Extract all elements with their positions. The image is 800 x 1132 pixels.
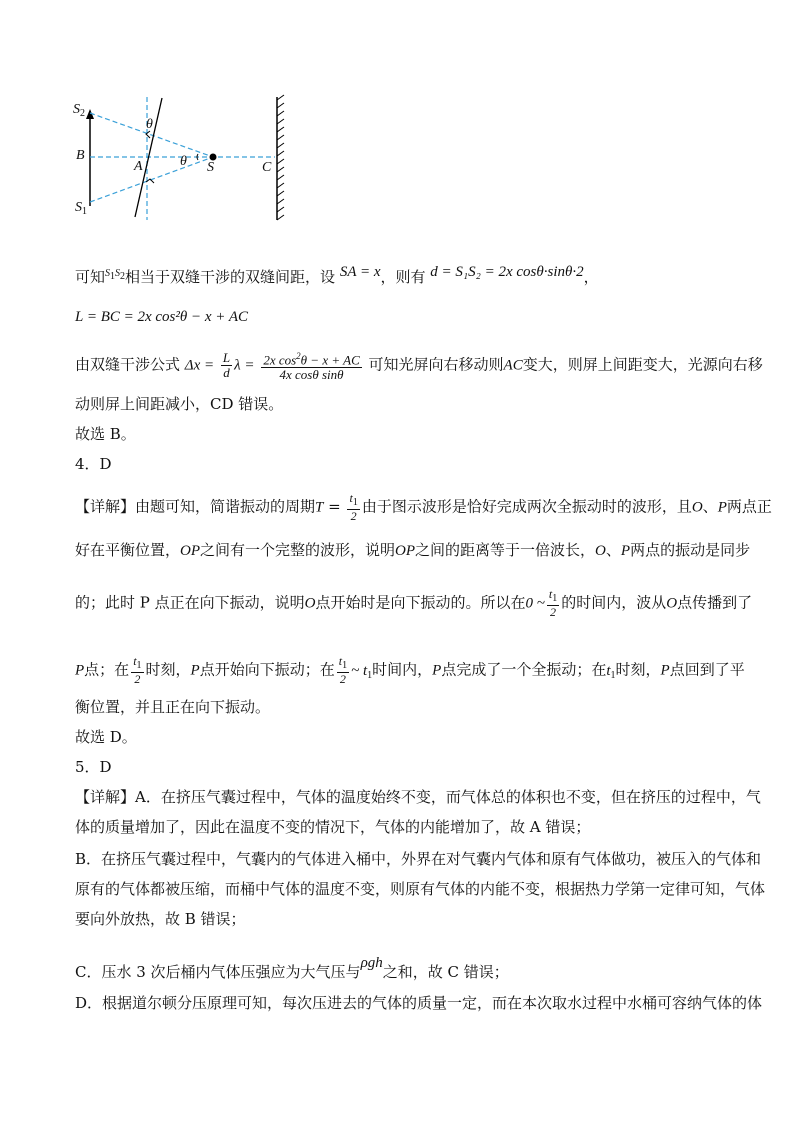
q5-line-b: 体的质量增加了，因此在温度不变的情况下，气体的内能增加了，故 A 错误；: [75, 818, 591, 836]
q5-line-c: B．在挤压气囊过程中，气囊内的气体进入桶中，外界在对气囊内气体和原有气体做功，被压入的气体和: [75, 850, 762, 868]
question-5: 5．D: [75, 758, 112, 776]
paragraph-3b: 动则屏上间距减小，CD 错误。: [75, 395, 284, 413]
answer-b: 故选 B。: [75, 425, 136, 443]
q4-line-d: P点；在 $\frac{t_1}{2}$ 时刻，P点开始向下振动；在 $\frac{t_1}{2}$ ~ $t_1$时间内，P点完成了一个全振动；在$t_1$时刻，P点回到了平: [75, 654, 745, 686]
label-theta-top: θ: [146, 117, 153, 132]
q4-line-e: 衡位置，并且正在向下振动。: [75, 698, 271, 716]
paragraph-3: 由双缝干涉公式 Δx = $\frac{L}{d}$ λ = $\frac{2x \cos^2\theta - x + AC}{\text{4x cosθ sinθ}}$ 可知光屏向右移动则AC变大，则屏上间距变大，光源向右移: [75, 350, 763, 383]
question-4: 4．D: [75, 455, 112, 473]
equation-l: L = BC = 2x cos²θ − x + AC: [75, 309, 249, 325]
paragraph-1: 可知$^{S1S2}$相当于双缝干涉的双缝间距，设 SA = x，则有 d = S₁S₂ = 2x cosθ·sinθ·2，: [75, 264, 599, 286]
label-a: A: [134, 159, 143, 174]
q4-line-c: 的；此时 P 点正在向下振动，说明O点开始时是向下振动的。所以在0 ~ $\frac{t_1}{2}$ 的时间内，波从O点传播到了: [75, 587, 753, 619]
label-b: B: [76, 148, 85, 163]
q5-line-g: D．根据道尔顿分压原理可知，每次压进去的气体的质量一定，而在本次取水过程中水桶可容纳气体的体: [75, 994, 763, 1012]
label-s: S: [207, 160, 214, 175]
label-c: C: [262, 160, 272, 175]
optics-figure: [0, 0, 800, 240]
q5-line-e: 要向外放热，故 B 错误；: [75, 910, 246, 928]
label-s2: $S_2$: [73, 102, 85, 119]
q4-line-a: 【详解】由题可知，简谐振动的周期T = $\frac{t_1}{2}$ 由于图示波形是恰好完成两次全振动时的波形，且O、P两点正: [75, 491, 772, 523]
q4-line-b: 好在平衡位置，OP之间有一个完整的波形，说明OP之间的距离等于一倍波长，O、P两点的振动是同步: [75, 541, 751, 559]
q5-line-a: 【详解】A．在挤压气囊过程中，气体的温度始终不变，而气体总的体积也不变，但在挤压的过程中，气: [75, 788, 761, 806]
answer-d: 故选 D。: [75, 728, 137, 746]
label-theta-mid: θ: [180, 154, 187, 169]
label-s1: $S_1$: [75, 200, 87, 217]
q5-line-f: C．压水 3 次后桶内气体压强应为大气压与ρgh之和，故 C 错误；: [75, 955, 509, 981]
q5-line-d: 原有的气体都被压缩，而桶中气体的温度不变，则原有气体的内能不变，根据热力学第一定律可知，气体: [75, 880, 766, 898]
